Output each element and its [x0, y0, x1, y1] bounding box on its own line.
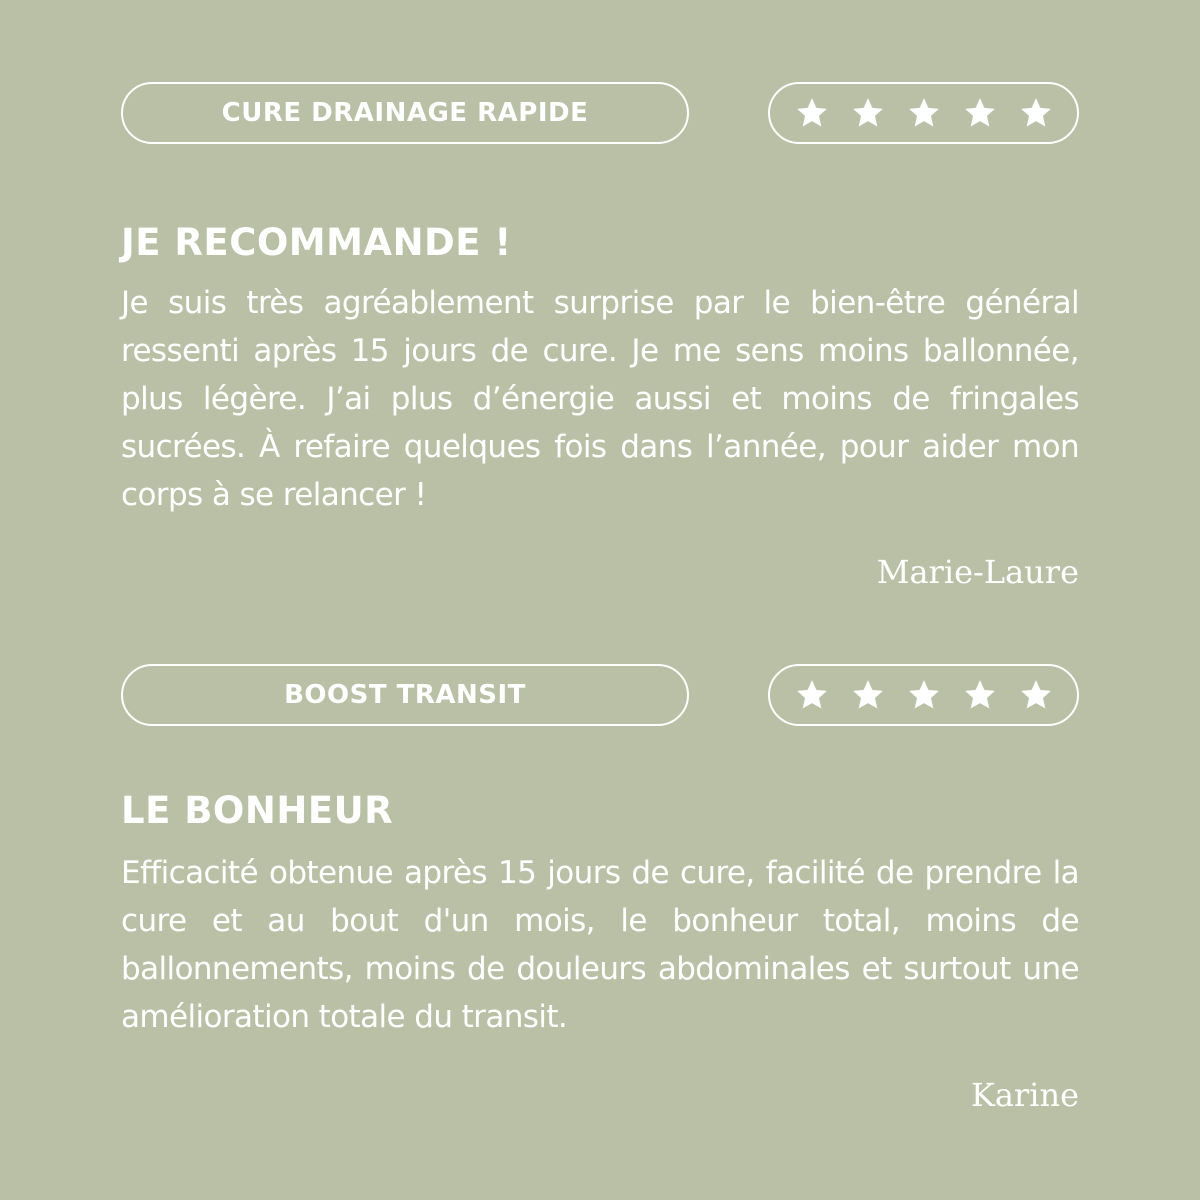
review-author: Marie-Laure [876, 553, 1079, 591]
review-card-2 [121, 664, 1079, 1114]
star-icon [851, 96, 885, 130]
product-badge: CURE DRAINAGE RAPIDE [121, 82, 689, 144]
product-badge: BOOST TRANSIT [121, 664, 689, 726]
review-header [121, 82, 1079, 144]
star-icon [963, 678, 997, 712]
review-author: Karine [970, 1076, 1079, 1114]
star-rating [768, 664, 1079, 726]
star-icon [907, 678, 941, 712]
review-header [121, 664, 1079, 726]
review-card-1 [121, 82, 1079, 591]
star-icon [1019, 96, 1053, 130]
review-title: LE BONHEUR [121, 789, 394, 832]
star-icon [963, 96, 997, 130]
review-text: Je suis très agréablement surprise par le bien-être général ressenti après 15 jours de cure. Je me sens moins ballonnée, plus légère. J’ai plus d’énergie aussi et moins de fringales sucrées. À refaire quelques fois dans l’année, pour aider mon corps à se relancer ! [121, 285, 1079, 513]
star-icon [795, 678, 829, 712]
star-icon [851, 678, 885, 712]
star-rating [768, 82, 1079, 144]
star-icon [907, 96, 941, 130]
review-text: Efficacité obtenue après 15 jours de cure, facilité de prendre la cure et au bout d'un mois, le bonheur total, moins de ballonnements, moins de douleurs abdominales et surtout une amélioration totale du transit. [121, 855, 1079, 1035]
review-title: JE RECOMMANDE ! [121, 221, 512, 264]
star-icon [1019, 678, 1053, 712]
star-icon [795, 96, 829, 130]
